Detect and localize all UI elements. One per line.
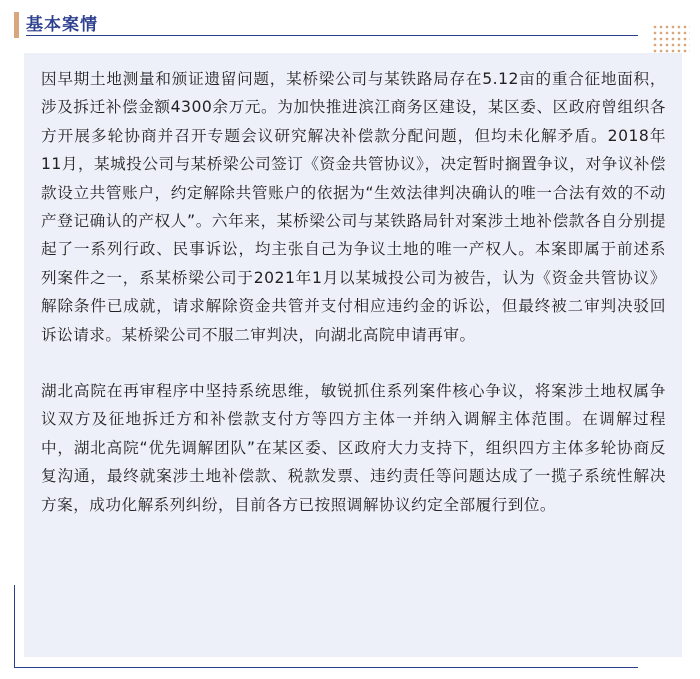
- frame-corner-vertical-line: [14, 585, 15, 667]
- case-paragraph-1: 因早期土地测量和颁证遗留问题，某桥梁公司与某铁路局存在5.12亩的重合征地面积，涉及拆迁补偿金额4300余万元。为加快推进滨江商务区建设，某区委、区政府曾组织各方开展多轮协商并召开专题会议研究解决补偿款分配问题，但均未化解矛盾。2018年11月，某城投公司与某桥梁公司签订《资金共管协议》，决定暂时搁置争议，对争议补偿款设立共管账户，约定解除共管账户的依据为“生效法律判决确认的唯一合法有效的不动产登记确认的产权人”。六年来，某桥梁公司与某铁路局针对案涉土地补偿款各自分别提起了一系列行政、民事诉讼，均主张自己为争议土地的唯一产权人。本案即属于前述系列案件之一，系某桥梁公司于2021年1月以某城投公司为被告，认为《资金共管协议》解除条件已成就，请求解除资金共管并支付相应违约金的诉讼，但最终被二审判决驳回诉讼请求。某桥梁公司不服二审判决，向湖北高院申请再审。: [41, 70, 666, 344]
- section-header: [0, 0, 700, 60]
- case-content-panel: [24, 53, 682, 657]
- frame-corner-horizontal-line: [14, 667, 638, 668]
- title-underline: [26, 35, 638, 36]
- dot-pattern-decoration: [652, 24, 690, 54]
- case-paragraph-2: 湖北高院在再审程序中坚持系统思维，敏锐抓住系列案件核心争议，将案涉土地权属争议双方及征地拆迁方和补偿款支付方等四方主体一并纳入调解主体范围。在调解过程中，湖北高院“优先调解团队”在某区委、区政府大力支持下，组织四方主体多轮协商反复沟通，最终就案涉土地补偿款、税款发票、违约责任等问题达成了一揽子系统性解决方案，成功化解系列纠纷，目前各方已按照调解协议约定全部履行到位。: [41, 382, 666, 514]
- title-accent-bar: [14, 12, 19, 38]
- section-title: 基本案情: [26, 15, 98, 35]
